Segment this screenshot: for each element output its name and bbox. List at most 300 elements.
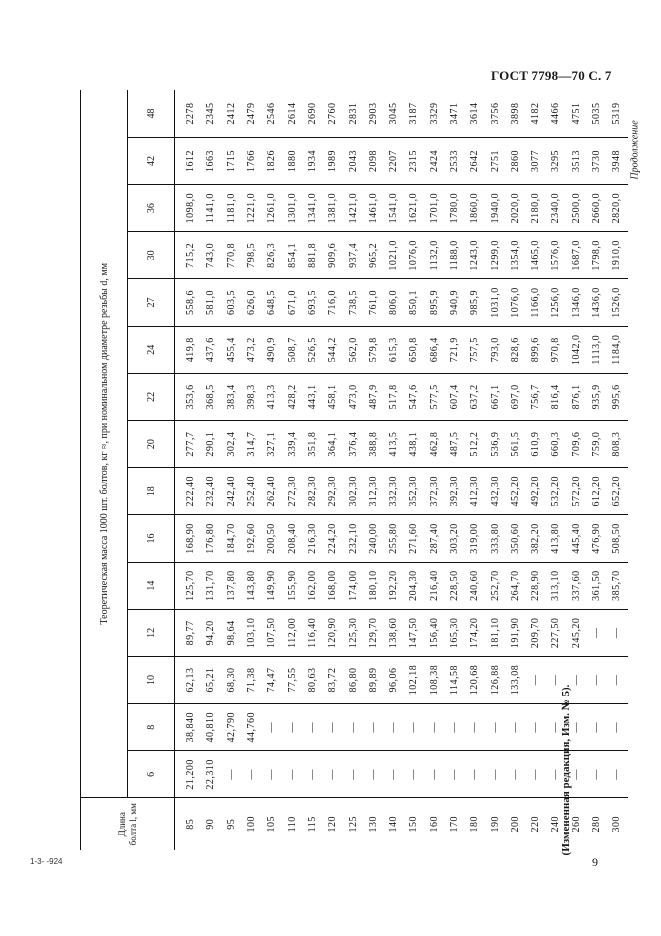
mass-cell: 165,30: [445, 609, 465, 656]
mass-cell: 216,40: [425, 562, 445, 609]
length-cell: 105: [262, 798, 282, 850]
mass-cell: 816,4: [546, 373, 566, 420]
mass-cell: 116,40: [303, 609, 323, 656]
mass-cell: 353,6: [175, 373, 202, 420]
mass-cell: 1461,0: [364, 185, 384, 232]
mass-cell: 508,50: [607, 515, 627, 562]
mass-cell: 385,70: [607, 562, 627, 609]
mass-cell: 240,00: [364, 515, 384, 562]
mass-cell: 77,55: [282, 656, 302, 703]
mass-cell: 562,0: [343, 326, 363, 373]
mass-cell: —: [262, 751, 282, 798]
mass-cell: 413,5: [384, 421, 404, 468]
mass-cell: 536,9: [485, 421, 505, 468]
length-cell: 300: [607, 798, 627, 850]
mass-cell: 1421,0: [343, 185, 363, 232]
mass-cell: —: [282, 704, 302, 751]
mass-cell: 697,0: [506, 373, 526, 420]
table-row: [526, 90, 546, 850]
mass-cell: 392,30: [445, 468, 465, 515]
mass-cell: 2820,0: [607, 185, 627, 232]
mass-cell: 1910,0: [607, 232, 627, 279]
mass-cell: 721,9: [445, 326, 465, 373]
mass-cell: 660,3: [546, 421, 566, 468]
mass-cell: 2098: [364, 137, 384, 184]
mass-cell: 1381,0: [323, 185, 343, 232]
mass-cell: 364,1: [323, 421, 343, 468]
mass-cell: 1701,0: [425, 185, 445, 232]
mass-cell: 272,30: [282, 468, 302, 515]
mass-cell: 3948: [607, 137, 627, 184]
mass-cell: —: [485, 751, 505, 798]
mass-cell: 473,2: [242, 326, 262, 373]
mass-cell: 96,06: [384, 656, 404, 703]
mass-cell: —: [323, 751, 343, 798]
mass-cell: 413,3: [262, 373, 282, 420]
page-number: 9: [592, 855, 598, 869]
mass-cell: —: [242, 751, 262, 798]
mass-cell: 1341,0: [303, 185, 323, 232]
mass-cell: 937,4: [343, 232, 363, 279]
mass-cell: 3614: [465, 90, 485, 137]
diameter-header: 42: [128, 137, 175, 184]
mass-cell: 437,6: [201, 326, 221, 373]
mass-cell: 476,90: [587, 515, 607, 562]
mass-cell: 327,1: [262, 421, 282, 468]
mass-cell: 487,9: [364, 373, 384, 420]
mass-cell: 1076,0: [404, 232, 424, 279]
diameter-header: 27: [128, 279, 175, 326]
diameter-header-row: [128, 90, 175, 850]
mass-cell: 174,00: [343, 562, 363, 609]
mass-cell: 517,8: [384, 373, 404, 420]
diameter-header: 18: [128, 468, 175, 515]
mass-cell: 1436,0: [587, 279, 607, 326]
mass-cell: 133,08: [506, 656, 526, 703]
mass-cell: 2043: [343, 137, 363, 184]
length-cell: 240: [546, 798, 566, 850]
length-cell: 200: [506, 798, 526, 850]
mass-cell: 94,20: [201, 609, 221, 656]
mass-cell: —: [364, 704, 384, 751]
mass-cell: 2546: [262, 90, 282, 137]
mass-cell: 228,90: [526, 562, 546, 609]
print-code: 1-3- -924: [30, 857, 63, 866]
mass-cell: 312,30: [364, 468, 384, 515]
mass-cell: 473,0: [343, 373, 363, 420]
mass-cell: 352,30: [404, 468, 424, 515]
length-cell: 95: [222, 798, 242, 850]
length-cell: 220: [526, 798, 546, 850]
length-cell: 85: [175, 798, 202, 850]
mass-cell: 302,30: [343, 468, 363, 515]
mass-cell: 3077: [526, 137, 546, 184]
mass-cell: 850,1: [404, 279, 424, 326]
mass-cell: 4466: [546, 90, 566, 137]
mass-cell: 3898: [506, 90, 526, 137]
mass-cell: 770,8: [222, 232, 242, 279]
mass-cell: 492,20: [526, 468, 546, 515]
diameter-header: 24: [128, 326, 175, 373]
mass-cell: 667,1: [485, 373, 505, 420]
mass-cell: —: [445, 751, 465, 798]
mass-cell: 716,0: [323, 279, 343, 326]
length-cell: 90: [201, 798, 221, 850]
mass-cell: —: [343, 751, 363, 798]
mass-cell: 303,20: [445, 515, 465, 562]
length-cell: 130: [364, 798, 384, 850]
diameter-header: 14: [128, 562, 175, 609]
mass-cell: 382,20: [526, 515, 546, 562]
mass-cell: 806,0: [384, 279, 404, 326]
mass-cell: —: [587, 609, 607, 656]
table-row: [343, 90, 363, 850]
mass-cell: —: [607, 656, 627, 703]
mass-cell: —: [567, 751, 587, 798]
mass-cell: 361,50: [587, 562, 607, 609]
mass-cell: 487,5: [445, 421, 465, 468]
mass-cell: 42,790: [222, 704, 242, 751]
diameter-header: 8: [128, 704, 175, 751]
mass-cell: 143,80: [242, 562, 262, 609]
mass-cell: 192,60: [242, 515, 262, 562]
mass-cell: 112,00: [282, 609, 302, 656]
bolt-mass-table: [80, 90, 628, 850]
mass-cell: 176,80: [201, 515, 221, 562]
mass-cell: 759,0: [587, 421, 607, 468]
mass-cell: 262,40: [262, 468, 282, 515]
mass-cell: —: [485, 704, 505, 751]
bolt-mass-table-container: [80, 90, 623, 850]
table-row: [485, 90, 505, 850]
mass-cell: 1261,0: [262, 185, 282, 232]
mass-cell: 255,80: [384, 515, 404, 562]
length-cell: 120: [323, 798, 343, 850]
mass-cell: 445,40: [567, 515, 587, 562]
mass-cell: 313,10: [546, 562, 566, 609]
mass-cell: 512,2: [465, 421, 485, 468]
mass-cell: 1256,0: [546, 279, 566, 326]
mass-cell: 21,200: [175, 751, 202, 798]
mass-cell: 452,20: [506, 468, 526, 515]
mass-cell: 895,9: [425, 279, 445, 326]
mass-cell: 2020,0: [506, 185, 526, 232]
mass-cell: 808,3: [607, 421, 627, 468]
mass-cell: 715,2: [175, 232, 202, 279]
mass-cell: —: [506, 704, 526, 751]
mass-cell: 940,9: [445, 279, 465, 326]
mass-cell: 3295: [546, 137, 566, 184]
mass-cell: 413,80: [546, 515, 566, 562]
mass-cell: 2180,0: [526, 185, 546, 232]
mass-cell: 1880: [282, 137, 302, 184]
mass-cell: 40,810: [201, 704, 221, 751]
mass-cell: —: [404, 704, 424, 751]
mass-cell: 438,1: [404, 421, 424, 468]
mass-cell: 68,30: [222, 656, 242, 703]
mass-cell: 168,00: [323, 562, 343, 609]
mass-cell: 22,310: [201, 751, 221, 798]
length-cell: 280: [587, 798, 607, 850]
length-cell: 115: [303, 798, 323, 850]
mass-cell: —: [282, 751, 302, 798]
mass-cell: 245,20: [567, 609, 587, 656]
mass-cell: —: [445, 704, 465, 751]
mass-cell: 577,5: [425, 373, 445, 420]
mass-cell: 637,2: [465, 373, 485, 420]
mass-cell: 428,2: [282, 373, 302, 420]
length-cell: 180: [465, 798, 485, 850]
mass-cell: 1860,0: [465, 185, 485, 232]
mass-cell: 252,70: [485, 562, 505, 609]
mass-cell: 2860: [506, 137, 526, 184]
mass-cell: —: [425, 751, 445, 798]
mass-cell: 1354,0: [506, 232, 526, 279]
mass-cell: 854,1: [282, 232, 302, 279]
mass-cell: 1113,0: [587, 326, 607, 373]
mass-cell: 333,80: [485, 515, 505, 562]
table-row: [465, 90, 485, 850]
mass-cell: 970,8: [546, 326, 566, 373]
length-cell: 100: [242, 798, 262, 850]
mass-cell: 1934: [303, 137, 323, 184]
mass-cell: 2614: [282, 90, 302, 137]
mass-cell: —: [303, 751, 323, 798]
mass-cell: 228,50: [445, 562, 465, 609]
mass-cell: 612,20: [587, 468, 607, 515]
mass-cell: —: [343, 704, 363, 751]
table-row: [445, 90, 465, 850]
mass-cell: 1098,0: [175, 185, 202, 232]
mass-cell: 240,60: [465, 562, 485, 609]
mass-cell: 372,30: [425, 468, 445, 515]
mass-cell: 693,5: [303, 279, 323, 326]
mass-cell: 1766: [242, 137, 262, 184]
mass-cell: 302,4: [222, 421, 242, 468]
mass-cell: 2533: [445, 137, 465, 184]
mass-cell: 337,60: [567, 562, 587, 609]
mass-cell: —: [546, 656, 566, 703]
mass-cell: 603,5: [222, 279, 242, 326]
mass-cell: —: [587, 704, 607, 751]
mass-cell: 561,5: [506, 421, 526, 468]
mass-cell: 743,0: [201, 232, 221, 279]
mass-cell: 108,38: [425, 656, 445, 703]
length-cell: 110: [282, 798, 302, 850]
mass-cell: 162,00: [303, 562, 323, 609]
table-row: [384, 90, 404, 850]
mass-cell: 462,8: [425, 421, 445, 468]
mass-cell: 1132,0: [425, 232, 445, 279]
mass-cell: 648,5: [262, 279, 282, 326]
mass-cell: 200,50: [262, 515, 282, 562]
mass-cell: 314,7: [242, 421, 262, 468]
mass-cell: 351,8: [303, 421, 323, 468]
mass-cell: 615,3: [384, 326, 404, 373]
mass-cell: 2315: [404, 137, 424, 184]
mass-cell: 180,10: [364, 562, 384, 609]
mass-cell: 899,6: [526, 326, 546, 373]
mass-cell: 652,20: [607, 468, 627, 515]
mass-cell: 129,70: [364, 609, 384, 656]
mass-cell: 1042,0: [567, 326, 587, 373]
length-cell: 150: [404, 798, 424, 850]
mass-cell: 558,6: [175, 279, 202, 326]
mass-cell: 3471: [445, 90, 465, 137]
mass-cell: 2660,0: [587, 185, 607, 232]
mass-cell: 881,8: [303, 232, 323, 279]
table-row: [242, 90, 262, 850]
mass-cell: 319,00: [465, 515, 485, 562]
mass-cell: 412,30: [465, 468, 485, 515]
mass-cell: 102,18: [404, 656, 424, 703]
mass-cell: 181,10: [485, 609, 505, 656]
mass-cell: 3730: [587, 137, 607, 184]
mass-cell: 581,0: [201, 279, 221, 326]
mass-cell: 339,4: [282, 421, 302, 468]
mass-cell: 2642: [465, 137, 485, 184]
mass-cell: —: [567, 656, 587, 703]
mass-cell: 1465,0: [526, 232, 546, 279]
mass-cell: 1184,0: [607, 326, 627, 373]
mass-cell: 1621,0: [404, 185, 424, 232]
mass-cell: 1715: [222, 137, 242, 184]
table-row: [404, 90, 424, 850]
mass-cell: 89,77: [175, 609, 202, 656]
diameter-header: 6: [128, 751, 175, 798]
mass-cell: 103,10: [242, 609, 262, 656]
mass-cell: 149,90: [262, 562, 282, 609]
mass-cell: —: [526, 751, 546, 798]
mass-cell: 995,6: [607, 373, 627, 420]
table-row: [222, 90, 242, 850]
mass-cell: 2500,0: [567, 185, 587, 232]
mass-cell: 184,70: [222, 515, 242, 562]
mass-cell: 876,1: [567, 373, 587, 420]
mass-cell: 965,2: [364, 232, 384, 279]
mass-cell: —: [404, 751, 424, 798]
mass-cell: 264,70: [506, 562, 526, 609]
mass-cell: —: [303, 704, 323, 751]
mass-cell: 86,80: [343, 656, 363, 703]
mass-cell: —: [587, 656, 607, 703]
mass-cell: 793,0: [485, 326, 505, 373]
mass-cell: 83,72: [323, 656, 343, 703]
mass-cell: 1021,0: [384, 232, 404, 279]
mass-cell: —: [607, 704, 627, 751]
mass-cell: 125,30: [343, 609, 363, 656]
mass-cell: 282,30: [303, 468, 323, 515]
table-row: [425, 90, 445, 850]
revision-note: (Измененная редакция, Изм. № 5).: [560, 684, 572, 856]
document-header: ГОСТ 7798—70 С. 7: [491, 68, 612, 83]
table-row: [506, 90, 526, 850]
mass-cell: 738,5: [343, 279, 363, 326]
table-row: [607, 90, 627, 850]
mass-cell: 204,30: [404, 562, 424, 609]
mass-cell: 2831: [343, 90, 363, 137]
mass-cell: —: [587, 751, 607, 798]
mass-cell: 332,30: [384, 468, 404, 515]
mass-cell: 65,21: [201, 656, 221, 703]
mass-cell: 985,9: [465, 279, 485, 326]
mass-cell: 1301,0: [282, 185, 302, 232]
mass-cell: 74,47: [262, 656, 282, 703]
mass-cell: 107,50: [262, 609, 282, 656]
mass-cell: 579,8: [364, 326, 384, 373]
mass-cell: 1576,0: [546, 232, 566, 279]
mass-cell: —: [607, 609, 627, 656]
mass-cell: 761,0: [364, 279, 384, 326]
mass-cell: 224,20: [323, 515, 343, 562]
mass-cell: 671,0: [282, 279, 302, 326]
table-row: [303, 90, 323, 850]
mass-cell: 547,6: [404, 373, 424, 420]
mass-cell: 709,6: [567, 421, 587, 468]
mass-cell: 71,38: [242, 656, 262, 703]
mass-cell: —: [546, 751, 566, 798]
mass-cell: 686,4: [425, 326, 445, 373]
mass-cell: 2760: [323, 90, 343, 137]
mass-cell: 1188,0: [445, 232, 465, 279]
mass-cell: 174,20: [465, 609, 485, 656]
mass-cell: 2207: [384, 137, 404, 184]
mass-cell: 626,0: [242, 279, 262, 326]
length-cell: 140: [384, 798, 404, 850]
mass-cell: 826,3: [262, 232, 282, 279]
mass-cell: —: [465, 704, 485, 751]
length-cell: 190: [485, 798, 505, 850]
mass-cell: 126,88: [485, 656, 505, 703]
mass-cell: 828,6: [506, 326, 526, 373]
mass-cell: 208,40: [282, 515, 302, 562]
length-cell: 125: [343, 798, 363, 850]
diameter-header: 10: [128, 656, 175, 703]
diameter-header: 12: [128, 609, 175, 656]
mass-cell: 80,63: [303, 656, 323, 703]
mass-cell: 610,9: [526, 421, 546, 468]
mass-cell: 222,40: [175, 468, 202, 515]
mass-cell: 252,40: [242, 468, 262, 515]
mass-cell: 757,5: [465, 326, 485, 373]
mass-cell: —: [506, 751, 526, 798]
mass-cell: 508,7: [282, 326, 302, 373]
mass-cell: 2903: [364, 90, 384, 137]
mass-cell: 3756: [485, 90, 505, 137]
mass-cell: 1687,0: [567, 232, 587, 279]
mass-cell: 2412: [222, 90, 242, 137]
mass-cell: 271,60: [404, 515, 424, 562]
mass-cell: 3187: [404, 90, 424, 137]
mass-cell: 120,90: [323, 609, 343, 656]
mass-cell: —: [222, 751, 242, 798]
mass-cell: 216,30: [303, 515, 323, 562]
mass-cell: 290,1: [201, 421, 221, 468]
table-row: [323, 90, 343, 850]
table-row: [262, 90, 282, 850]
mass-cell: 120,68: [465, 656, 485, 703]
mass-cell: —: [465, 751, 485, 798]
table-row: [201, 90, 221, 850]
mass-cell: 1826: [262, 137, 282, 184]
mass-cell: 155,90: [282, 562, 302, 609]
mass-cell: 62,13: [175, 656, 202, 703]
mass-cell: 1166,0: [526, 279, 546, 326]
mass-cell: 1299,0: [485, 232, 505, 279]
mass-cell: —: [364, 751, 384, 798]
mass-cell: —: [567, 704, 587, 751]
mass-cell: 2278: [175, 90, 202, 137]
